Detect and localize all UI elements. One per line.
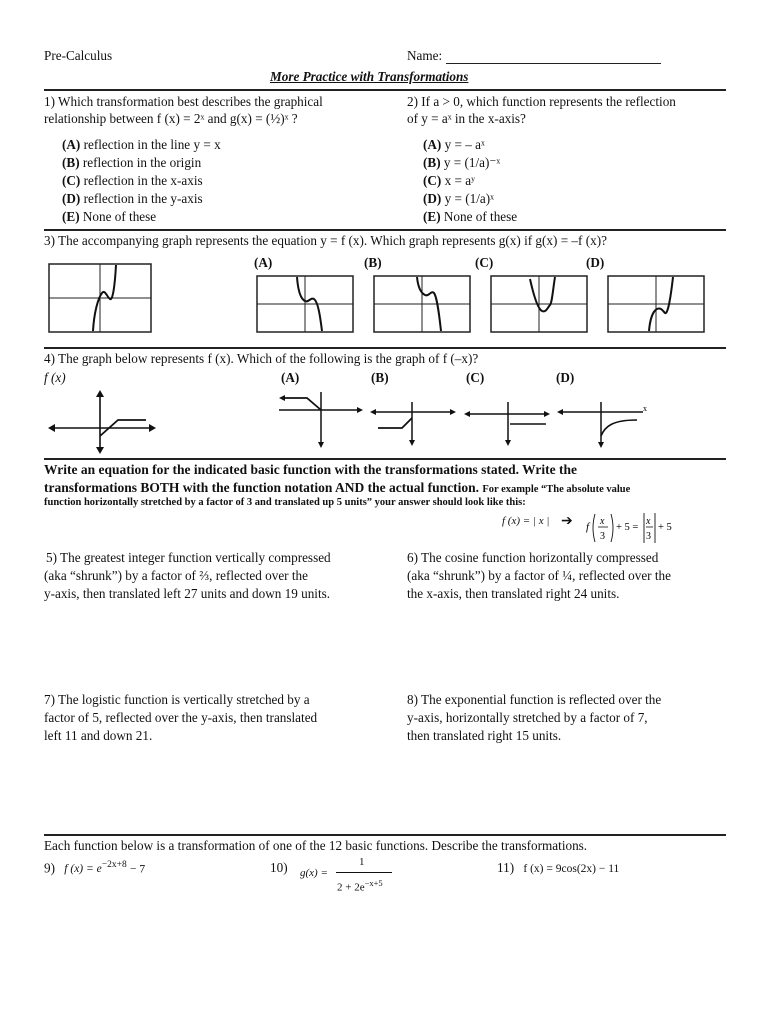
divider: [44, 347, 726, 349]
example-arrow: ➔: [561, 514, 573, 529]
q2-stem-line2: of y = aˣ in the x-axis?: [407, 111, 526, 126]
q6-line2: (aka “shrunk”) by a factor of ¼, reflected over the: [407, 568, 671, 583]
q9: [44, 860, 145, 876]
q7-line2: factor of 5, reflected over the y-axis, then translated: [44, 710, 318, 725]
q3-label-a: (A): [254, 255, 273, 270]
course-name: Pre-Calculus: [44, 48, 113, 63]
svg-text:3: 3: [646, 531, 651, 542]
example-lhs: f (x) = | x |: [502, 515, 550, 527]
q9-exponent: −2x+8: [101, 860, 127, 870]
q1-option[interactable]: (E) None of these: [62, 209, 157, 224]
svg-text:x: x: [646, 516, 651, 527]
q11-expr: f (x) = 9cos(2x) − 11: [523, 863, 620, 875]
q7-line1: 7) The logistic function is vertically stretched by a: [44, 692, 310, 707]
q2-option[interactable]: (D) y = (1/a)ˣ: [423, 191, 494, 206]
section2-line2: transformations BOTH with the function notation AND the actual function.: [44, 480, 480, 495]
q9-tail: − 7: [130, 863, 146, 876]
q10-denominator: $2 + 2e^{-x+5}$: [337, 878, 383, 894]
section2-line1: Write an equation for the indicated basic function with the transformations stated. Write the: [44, 462, 577, 477]
q11: [497, 860, 619, 876]
q4-graph-c: [462, 400, 552, 448]
q4-label-a: (A): [281, 370, 300, 385]
q4-original-graph: [46, 388, 158, 456]
q4-graph-b: [368, 400, 458, 448]
q11-number: 11): [497, 860, 515, 875]
q4-stem: 4) The graph below represents f (x). Which of the following is the graph of f (–x)?: [44, 351, 479, 366]
q4-graph-a: [275, 388, 365, 450]
svg-text:x: x: [600, 516, 605, 527]
q6-line1: 6) The cosine function horizontally compressed: [407, 550, 659, 565]
q8-line2: y-axis, horizontally stretched by a factor of 7,: [407, 710, 648, 725]
q1-option[interactable]: (A) reflection in the line y = x: [62, 137, 221, 152]
q3-label-d: (D): [586, 255, 605, 270]
q3-graph-d: [607, 275, 705, 333]
q2-option[interactable]: (B) y = (1/a)⁻ˣ: [423, 155, 501, 170]
q9-number: 9): [44, 860, 55, 876]
name-blank[interactable]: [446, 51, 661, 64]
section2-example2: function horizontally stretched by a factor of 3 and translated up 5 units” your answer should look like this:: [44, 497, 526, 508]
q8-line3: then translated right 15 units.: [407, 728, 562, 743]
section3-intro: Each function below is a transformation of one of the 12 basic functions. Describe the transformations.: [44, 838, 588, 853]
svg-text:+ 5 =: + 5 =: [616, 522, 639, 533]
section2-example1: For example “The absolute value: [482, 484, 631, 495]
q10-fraction-bar: [336, 872, 392, 873]
q5-line2: (aka “shrunk”) by a factor of ⅔, reflected over the: [44, 568, 308, 583]
q3-graph-c: [490, 275, 588, 333]
q1-stem-line2: relationship between f (x) = 2ˣ and g(x) = (½)ˣ ?: [44, 111, 298, 126]
divider: [44, 229, 726, 231]
svg-text:3: 3: [600, 531, 605, 542]
q2-option[interactable]: (A) y = – aˣ: [423, 137, 485, 152]
q4-fx-label: f (x): [44, 370, 66, 385]
q3-label-c: (C): [475, 255, 494, 270]
q4-label-d: (D): [556, 370, 575, 385]
q1-option[interactable]: (C) reflection in the x-axis: [62, 173, 203, 188]
q1-stem-line1: 1) Which transformation best describes the graphical: [44, 94, 323, 109]
q10-numerator: 1: [359, 856, 365, 868]
q3-label-b: (B): [364, 255, 382, 270]
q5-line1: 5) The greatest integer function vertically compressed: [46, 550, 331, 565]
example-formula: [502, 515, 549, 527]
q2-option[interactable]: (E) None of these: [423, 209, 518, 224]
q6-line3: the x-axis, then translated right 24 units.: [407, 586, 620, 601]
example-rhs: [585, 510, 685, 546]
q4-label-b: (B): [371, 370, 389, 385]
q2-option[interactable]: (C) x = aʸ: [423, 173, 476, 188]
q2-stem-line1: 2) If a > 0, which function represents the reflection: [407, 94, 676, 109]
q3-stem: 3) The accompanying graph represents the equation y = f (x). Which graph represents g(x) if g(x) = –f (x)?: [44, 233, 607, 248]
divider: [44, 458, 726, 460]
svg-text:f: f: [586, 521, 590, 533]
q4-graph-d: [555, 400, 650, 450]
worksheet-title: More Practice with Transformations: [270, 69, 469, 84]
q3-original-graph: [48, 263, 152, 333]
q10-lhs: g(x) =: [300, 867, 328, 879]
q1-option[interactable]: (B) reflection in the origin: [62, 155, 202, 170]
q10-number: 10): [270, 860, 288, 875]
divider: [44, 89, 726, 91]
q8-line1: 8) The exponential function is reflected over the: [407, 692, 662, 707]
q5-line3: y-axis, then translated left 27 units and down 19 units.: [44, 586, 331, 601]
q3-graph-b: [373, 275, 471, 333]
svg-text:x: x: [643, 404, 647, 413]
q7-line3: left 11 and down 21.: [44, 728, 153, 743]
q9-lhs: f (x) = e: [64, 863, 102, 876]
svg-text:+ 5: + 5: [658, 522, 672, 533]
name-field[interactable]: [407, 48, 661, 64]
q10-den-exponent: −x+5: [364, 878, 383, 888]
divider: [44, 834, 726, 836]
q3-graph-a: [256, 275, 354, 333]
name-label: Name:: [407, 48, 443, 63]
q1-option[interactable]: (D) reflection in the y-axis: [62, 191, 203, 206]
section2-line2-wrap: [44, 480, 630, 496]
q4-label-c: (C): [466, 370, 485, 385]
